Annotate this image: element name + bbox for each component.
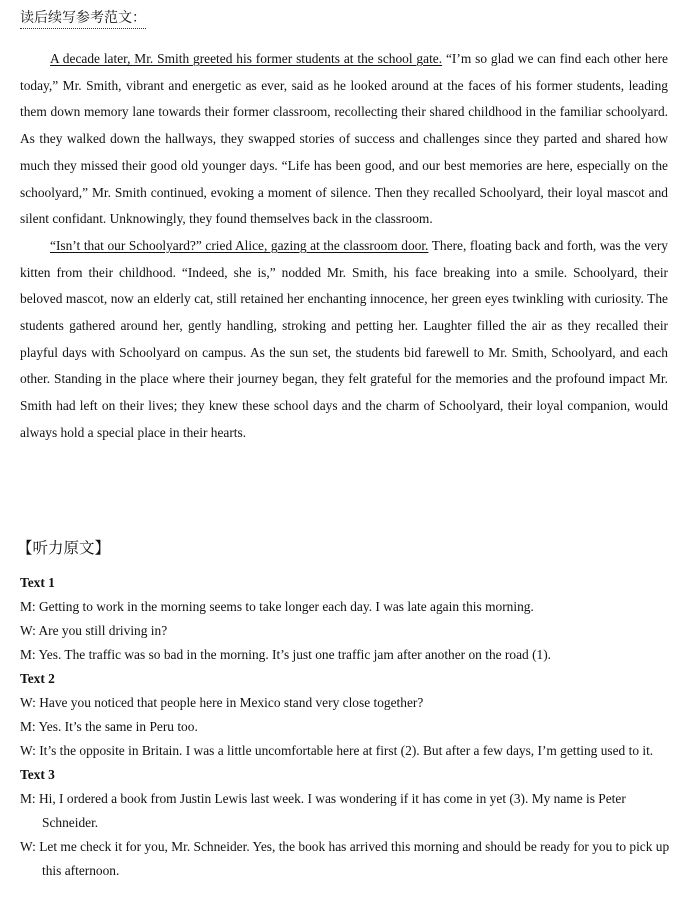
text3-label: Text 3 bbox=[20, 767, 55, 782]
text2-line-1: W: Have you noticed that people here in Mexico stand very close together? bbox=[20, 695, 424, 710]
text3-line-1: M: Hi, I ordered a book from Justin Lewis last week. I was wondering if it has come in yet (3). My name is Peter Schneider. bbox=[20, 791, 626, 830]
listening-title: 【听力原文】 bbox=[17, 539, 111, 557]
text1-line-1: M: Getting to work in the morning seems to take longer each day. I was late again this morning. bbox=[20, 599, 534, 614]
text1-label: Text 1 bbox=[20, 575, 55, 590]
text2-line-3: W: It’s the opposite in Britain. I was a little uncomfortable here at first (2). But after a few days, I’m getting used to it. bbox=[20, 743, 654, 758]
essay-p1-opening-sentence: A decade later, Mr. Smith greeted his former students at the school gate. bbox=[50, 51, 443, 66]
text2-label: Text 2 bbox=[20, 671, 55, 686]
text1-line-3: M: Yes. The traffic was so bad in the morning. It’s just one traffic jam after another on the road (1). bbox=[20, 647, 552, 662]
essay-paragraph-1 bbox=[20, 46, 668, 233]
essay-paragraph-2 bbox=[20, 233, 668, 447]
essay-p1-text: “I’m so glad we can find each other here today,” Mr. Smith, vibrant and energetic as ever, said as he looked around at the faces of his former students, leading them down memory lane towards their former classroom, recollecting their shared childhood in the familiar schoolyard. As they walked down the hallways, they swapped stories of success and challenges since they parted and shared how much they missed their good old younger days. “Life has been good, and our best memories are here, especially on the schoolyard,” Mr. Smith continued, evoking a moment of silence. Then they recalled Schoolyard, their loyal mascot and silent confidant. Unknowingly, they found themselves back in the classroom. bbox=[20, 51, 669, 227]
essay-heading: 读后续写参考范文： bbox=[20, 9, 146, 29]
essay-p2-text: There, floating back and forth, was the very kitten from their childhood. “Indeed, she is,” nodded Mr. Smith, his face breaking into a smile. Schoolyard, their beloved mascot, now an elderly cat, still retained her enchanting innocence, her green eyes twinkling with curiosity. The students gathered around her, gently handling, stroking and petting her. Laughter filled the air as they recalled their playful days with Schoolyard on campus. As the sun set, the students bid farewell to Mr. Smith, Schoolyard, and each other. Standing in the place where their journey began, they felt grateful for the memories and the profound impact Mr. Smith had left on their lives; they knew these school days and the charm of Schoolyard, their loyal companion, would always hold a special place in their hearts. bbox=[20, 237, 668, 440]
text3-line-2: W: Let me check it for you, Mr. Schneider. Yes, the book has arrived this morning and should be ready for you to pick up this afternoon. bbox=[20, 839, 670, 878]
essay-p2-opening-sentence: “Isn’t that our Schoolyard?” cried Alice, gazing at the classroom door. bbox=[50, 237, 429, 253]
text1-line-2: W: Are you still driving in? bbox=[20, 623, 168, 638]
essay-body bbox=[20, 46, 668, 447]
listening-transcript bbox=[20, 571, 670, 883]
text2-line-2: M: Yes. It’s the same in Peru too. bbox=[20, 719, 198, 734]
